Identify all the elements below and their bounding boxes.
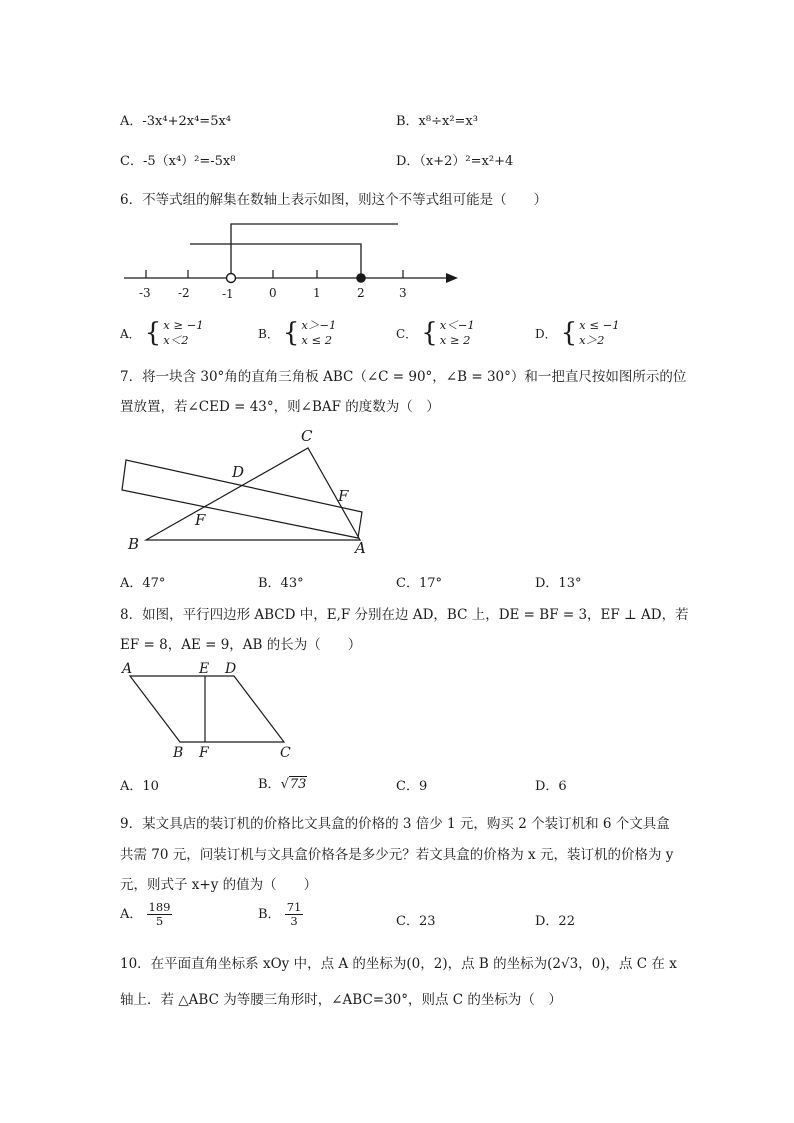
inequality-line: x ≤ 2 [301,333,333,347]
denominator: 3 [290,914,298,928]
label-d: D [232,463,245,481]
q8-stem-line2: EF = 8，AE = 9，AB 的长为（ ） [120,637,362,653]
numerator: 71 [286,900,302,914]
q10-stem-line2: 轴上．若 △ABC 为等腰三角形时，∠ABC=30°，则点 C 的坐标为（ ） [120,992,562,1008]
label-a: A [355,539,366,557]
q9-option-b [258,901,303,928]
label-f: F [199,745,209,761]
q10-stem-line1: 10．在平面直角坐标系 xOy 中，点 A 的坐标为(0，2)，点 B 的坐标为(2√3，0)，点 C 在 x [120,956,677,972]
q8-option-c: C．9 [396,779,428,794]
q6-option-a [120,318,204,348]
q9-stem-line3: 元，则式子 x+y 的值为（ ） [120,877,318,893]
axis-label: -3 [139,286,151,300]
label-b: B [173,745,184,761]
q5-option-b: B．x⁸÷x²=x³ [396,114,478,129]
q8-option-b [258,773,307,792]
option-label: B． [258,777,281,792]
option-label: B． [258,326,279,341]
q8-stem-line1: 8．如图，平行四边形 ABCD 中，E,F 分别在边 AD，BC 上，DE = BF = 3，EF ⊥ AD，若 [120,607,689,623]
axis-label: -2 [178,286,190,300]
q5-option-d: D．（x+2）²=x²+4 [396,154,514,169]
option-label: C． [396,326,418,341]
bar-greater-than-minus-one [231,224,398,278]
label-d: D [225,661,237,677]
inequality-line: x ≥ −1 [163,318,204,332]
sqrt-icon: √ [280,777,289,792]
label-a: A [122,661,133,677]
label-f-upper: F [338,487,349,505]
label-c: C [301,427,313,445]
q7-stem-line2: 置放置，若∠CED = 43°，则∠BAF 的度数为（ ） [120,399,440,415]
label-f-lower: F [195,511,206,529]
q9-stem-line1: 9．某文具店的装订机的价格比文具盒的价格的 3 倍少 1 元，购买 2 个装订机和 6 个文具盒 [120,816,670,832]
q7-stem-line1: 7．将一块含 30°角的直角三角板 ABC（∠C = 90°，∠B = 30°）和一把直尺按如图所示的位 [120,369,687,385]
q5-option-c: C．-5（x⁴）²=-5x⁸ [120,154,236,169]
q8-option-d: D．6 [535,779,567,794]
brace-icon: { [560,318,578,348]
option-label: D． [535,326,557,341]
label-b: B [128,535,140,553]
option-label: A． [120,326,141,341]
q9-option-a [120,901,172,928]
axis-label: 3 [399,286,407,300]
option-label: B． [258,907,281,922]
q7-option-c: C．17° [396,576,442,591]
q8-parallelogram-figure [118,658,308,762]
q6-option-d [535,318,620,348]
q7-option-b: B．43° [258,576,304,591]
label-c: C [280,745,291,761]
q7-triangle-ruler-figure [118,422,378,560]
inequality-line: x＜−1 [439,318,475,332]
inequality-line: x＞−1 [301,318,337,332]
q6-stem: 6．不等式组的解集在数轴上表示如图，则这个不等式组可能是（ ） [120,192,548,208]
q9-option-d: D．22 [535,914,575,929]
q7-option-a: A．47° [120,576,166,591]
fraction [147,901,173,928]
numerator: 189 [148,900,171,914]
q8-option-a: A．10 [120,779,159,794]
axis-label: 0 [269,286,277,300]
q5-option-a: A．-3x⁴+2x⁴=5x⁴ [120,114,232,129]
q6-option-c [396,318,475,348]
label-e: E [199,661,210,677]
q9-option-c: C．23 [396,914,436,929]
closed-point-two [356,273,366,283]
bar-less-equal-two [190,244,361,278]
axis-label: 1 [313,286,321,300]
option-label: A． [120,907,143,922]
fraction [285,901,304,928]
inequality-line: x ≤ −1 [579,318,620,332]
inequality-line: x＞2 [579,333,605,347]
sqrt-value: 73 [289,777,307,792]
q6-number-line-figure [118,218,468,302]
denominator: 5 [155,914,164,928]
brace-icon: { [421,318,438,348]
brace-icon: { [282,318,300,348]
brace-icon: { [144,318,162,348]
inequality-line: x＜2 [163,333,189,347]
q7-option-d: D．13° [535,576,582,591]
axis-arrow-icon [446,273,458,283]
axis-label: 2 [357,286,365,300]
parallelogram-abcd [130,676,284,742]
triangle-abc [146,448,360,540]
q9-stem-line2: 共需 70 元，问装订机与文具盒价格各是多少元？若文具盒的价格为 x 元，装订机的价格为 y [120,847,674,863]
open-point-minus-one [227,274,236,283]
inequality-line: x ≥ 2 [439,333,471,347]
q6-option-b [258,318,336,348]
axis-label: -1 [222,287,234,301]
